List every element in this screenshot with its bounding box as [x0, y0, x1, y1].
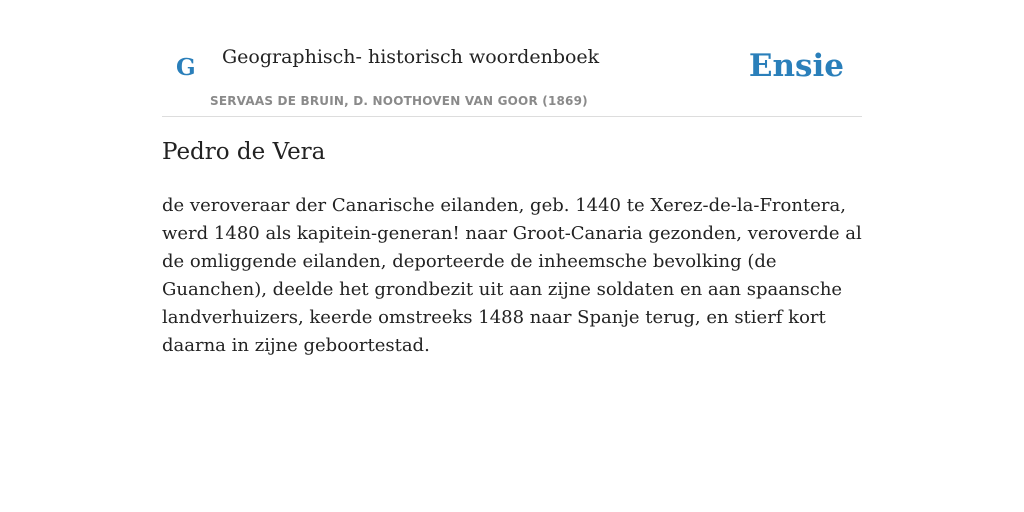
book-initial-badge[interactable]: G: [176, 54, 196, 81]
entry-definition: de veroveraar der Canarische eilanden, geb. 1440 te Xerez-de-la-Frontera, werd 1480 als kapitein-generan! naar Groot-Canaria gezonden, veroverde al de omliggende eilanden, deporteerde de inheemsche bevolking (de Guanchen), deelde het grondbezit uit aan zijne soldaten en aan spaansche landverhuizers, keerde omstreeks 1488 naar Spanje terug, en stierf kort daarna in zijne geboortestad.: [162, 195, 862, 356]
book-title-link[interactable]: Geographisch- historisch woordenboek: [222, 46, 600, 68]
ensie-logo-link[interactable]: Ensie: [748, 48, 844, 84]
book-header: [162, 0, 862, 117]
entry-title: Pedro de Vera: [162, 139, 326, 165]
book-author-meta: SERVAAS DE BRUIN, D. NOOTHOVEN VAN GOOR (1869): [210, 94, 588, 108]
page-container: [162, 0, 862, 356]
